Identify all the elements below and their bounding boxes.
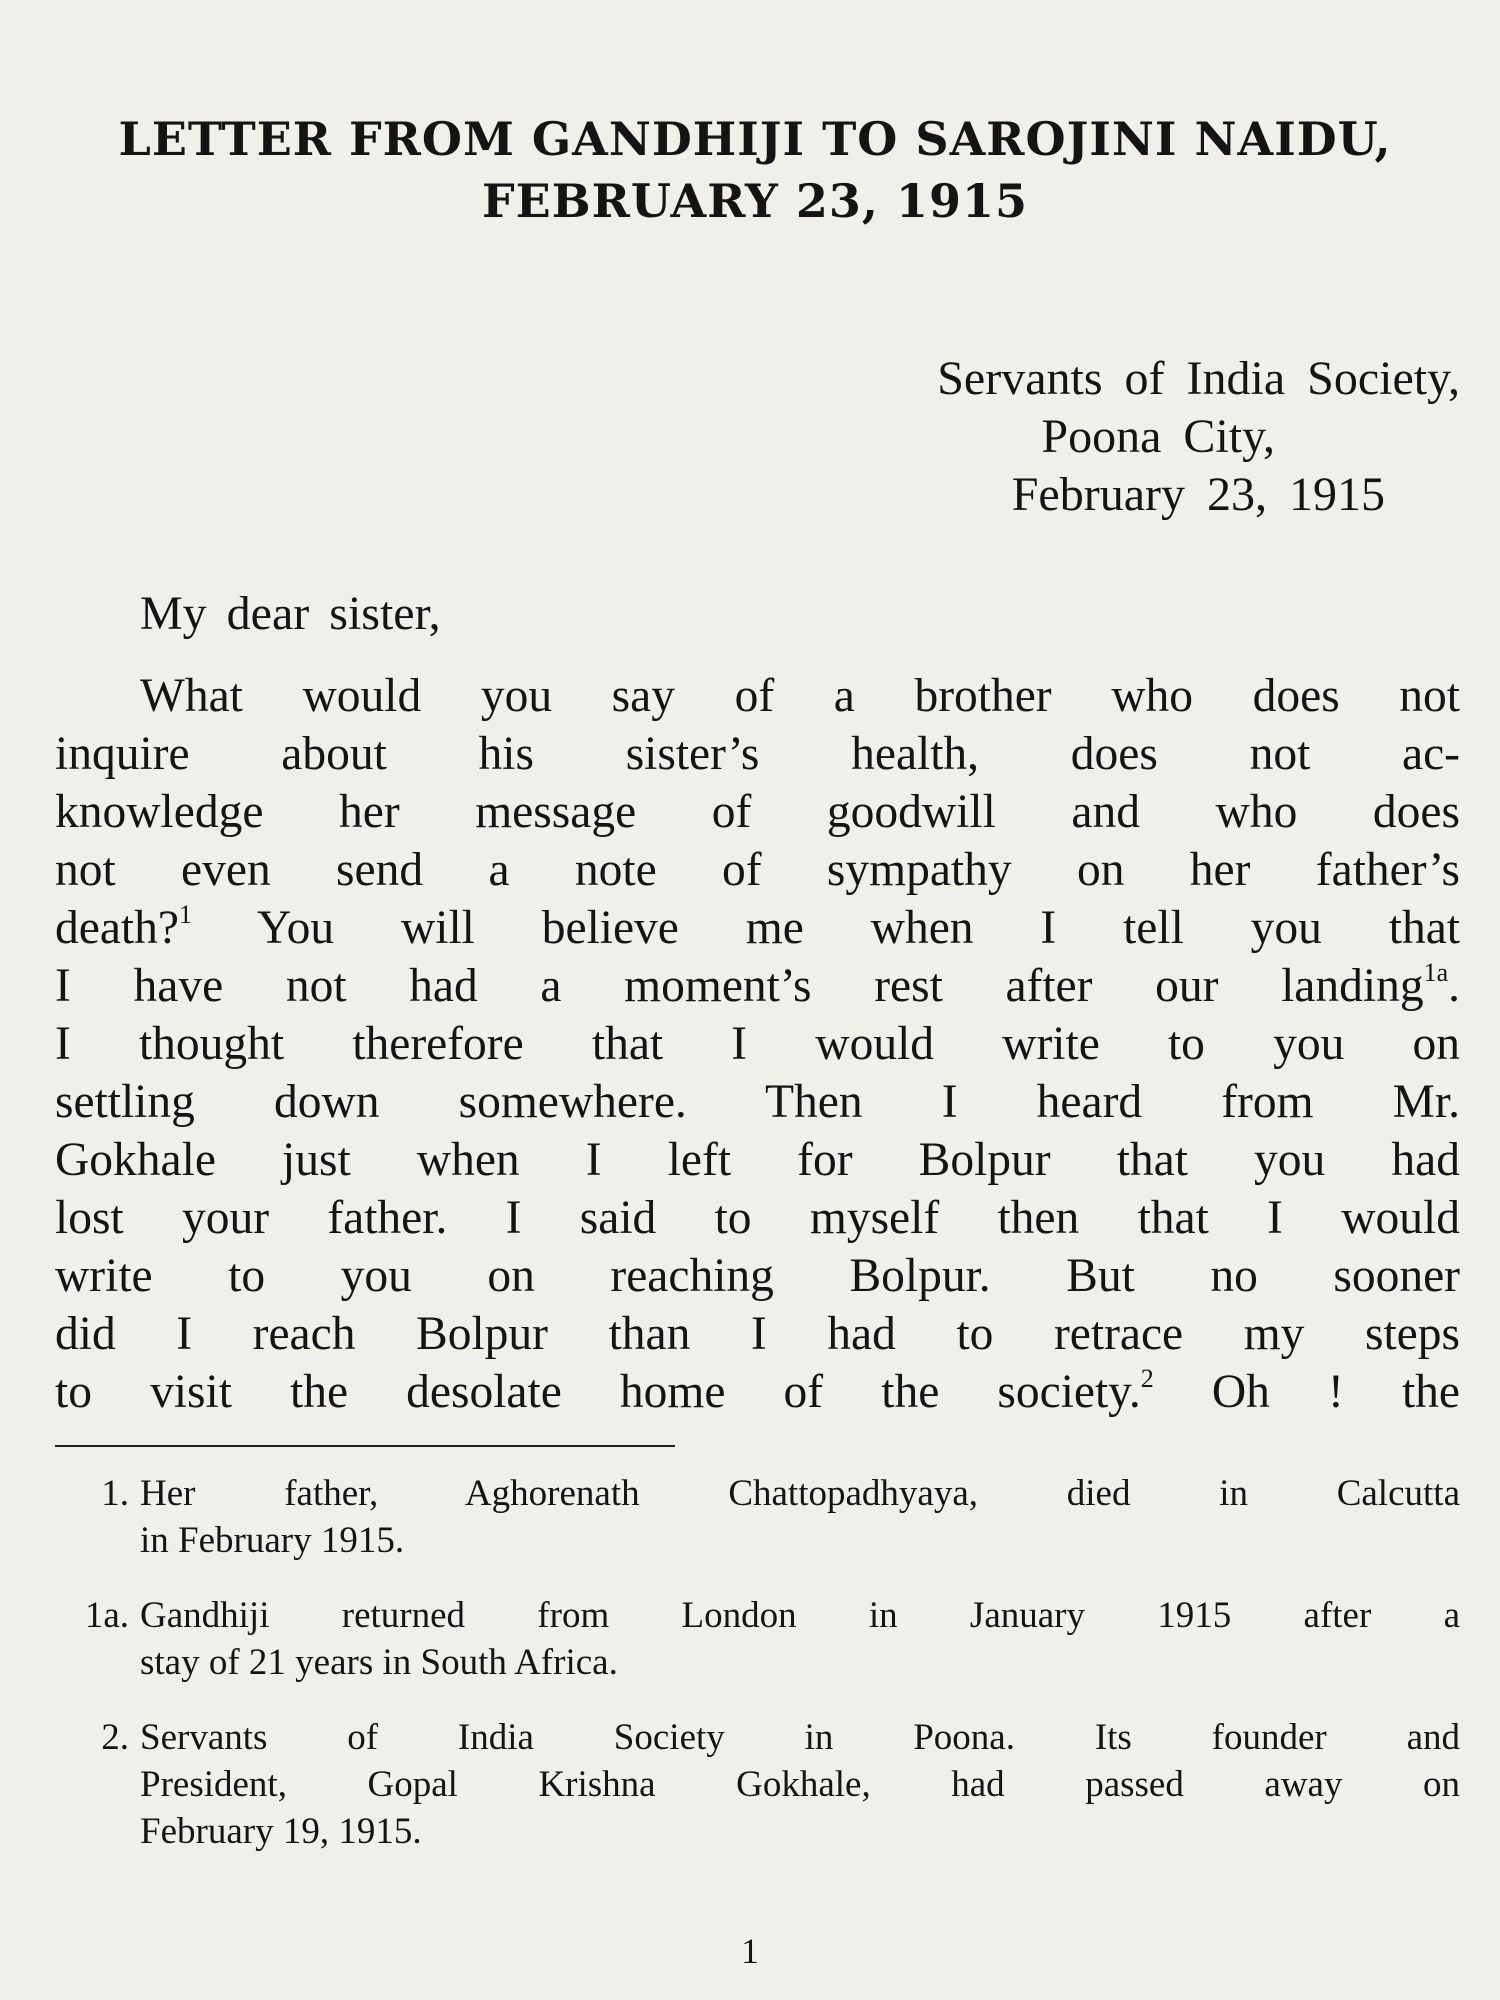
body-line: lost your father. I said to myself then that I would [55,1192,1460,1244]
footnotes [55,1470,1460,1883]
body-line: knowledge her message of goodwill and who does [55,786,1460,838]
footnote-line: February 19, 1915. [140,1811,422,1852]
footnote-divider [55,1445,675,1447]
address-line-organization: Servants of India Society, [937,352,1460,405]
body-text-segment: . [1448,960,1460,1012]
letter-body [55,667,1460,1421]
body-line: I thought therefore that I would write to you on [55,1018,1460,1070]
address-line-city: Poona City, [1041,410,1275,463]
footnote-item [55,1714,1460,1855]
body-line [55,899,1460,957]
footnote-line: stay of 21 years in South Africa. [140,1642,618,1683]
footnote-reference: 1a [1423,958,1449,987]
page-title: LETTER FROM GANDHIJI TO SAROJINI NAIDU, [118,112,1392,166]
body-text-segment: Oh ! the [1153,1366,1460,1418]
body-line: not even send a note of sympathy on her father’s [55,844,1460,896]
body-line: What would you say of a brother who does not [140,670,1460,722]
footnote-reference: 2 [1140,1364,1154,1393]
footnote-marker: 1a. [84,1595,129,1636]
footnote-reference: 1 [178,900,192,929]
body-line: write to you on reaching Bolpur. But no sooner [55,1250,1460,1302]
body-line: inquire about his sister’s health, does not ac- [55,728,1460,780]
body-text-segment: I have not had a moment’s rest after our landing [55,960,1424,1012]
address-line-date: February 23, 1915 [1011,468,1385,521]
page-title-date: FEBRUARY 23, 1915 [482,174,1028,228]
body-line [55,1363,1460,1421]
page-number: 1 [741,1931,759,1971]
body-line [55,957,1460,1015]
body-text-segment: to visit the desolate home of the society. [55,1366,1141,1418]
footnote-item [55,1470,1460,1564]
footnote-marker: 1. [101,1473,129,1514]
body-line: did I reach Bolpur than I had to retrace my steps [55,1308,1460,1360]
footnote-line: Gandhiji returned from London in January 1915 after a [140,1595,1460,1636]
salutation: My dear sister, [140,587,441,640]
footnote-line: President, Gopal Krishna Gokhale, had passed away on [140,1764,1460,1805]
footnote-line: Her father, Aghorenath Chattopadhyaya, died in Calcutta [140,1473,1460,1514]
body-text-segment: You will believe me when I tell you that [191,902,1460,954]
footnote-line: Servants of India Society in Poona. Its founder and [140,1717,1460,1758]
body-line: settling down somewhere. Then I heard from Mr. [55,1076,1460,1128]
footnote-item [55,1592,1460,1686]
body-line: Gokhale just when I left for Bolpur that you had [55,1134,1460,1186]
footnote-line: in February 1915. [140,1520,405,1561]
body-text-segment: death? [55,902,179,954]
footnote-marker: 2. [101,1717,129,1758]
